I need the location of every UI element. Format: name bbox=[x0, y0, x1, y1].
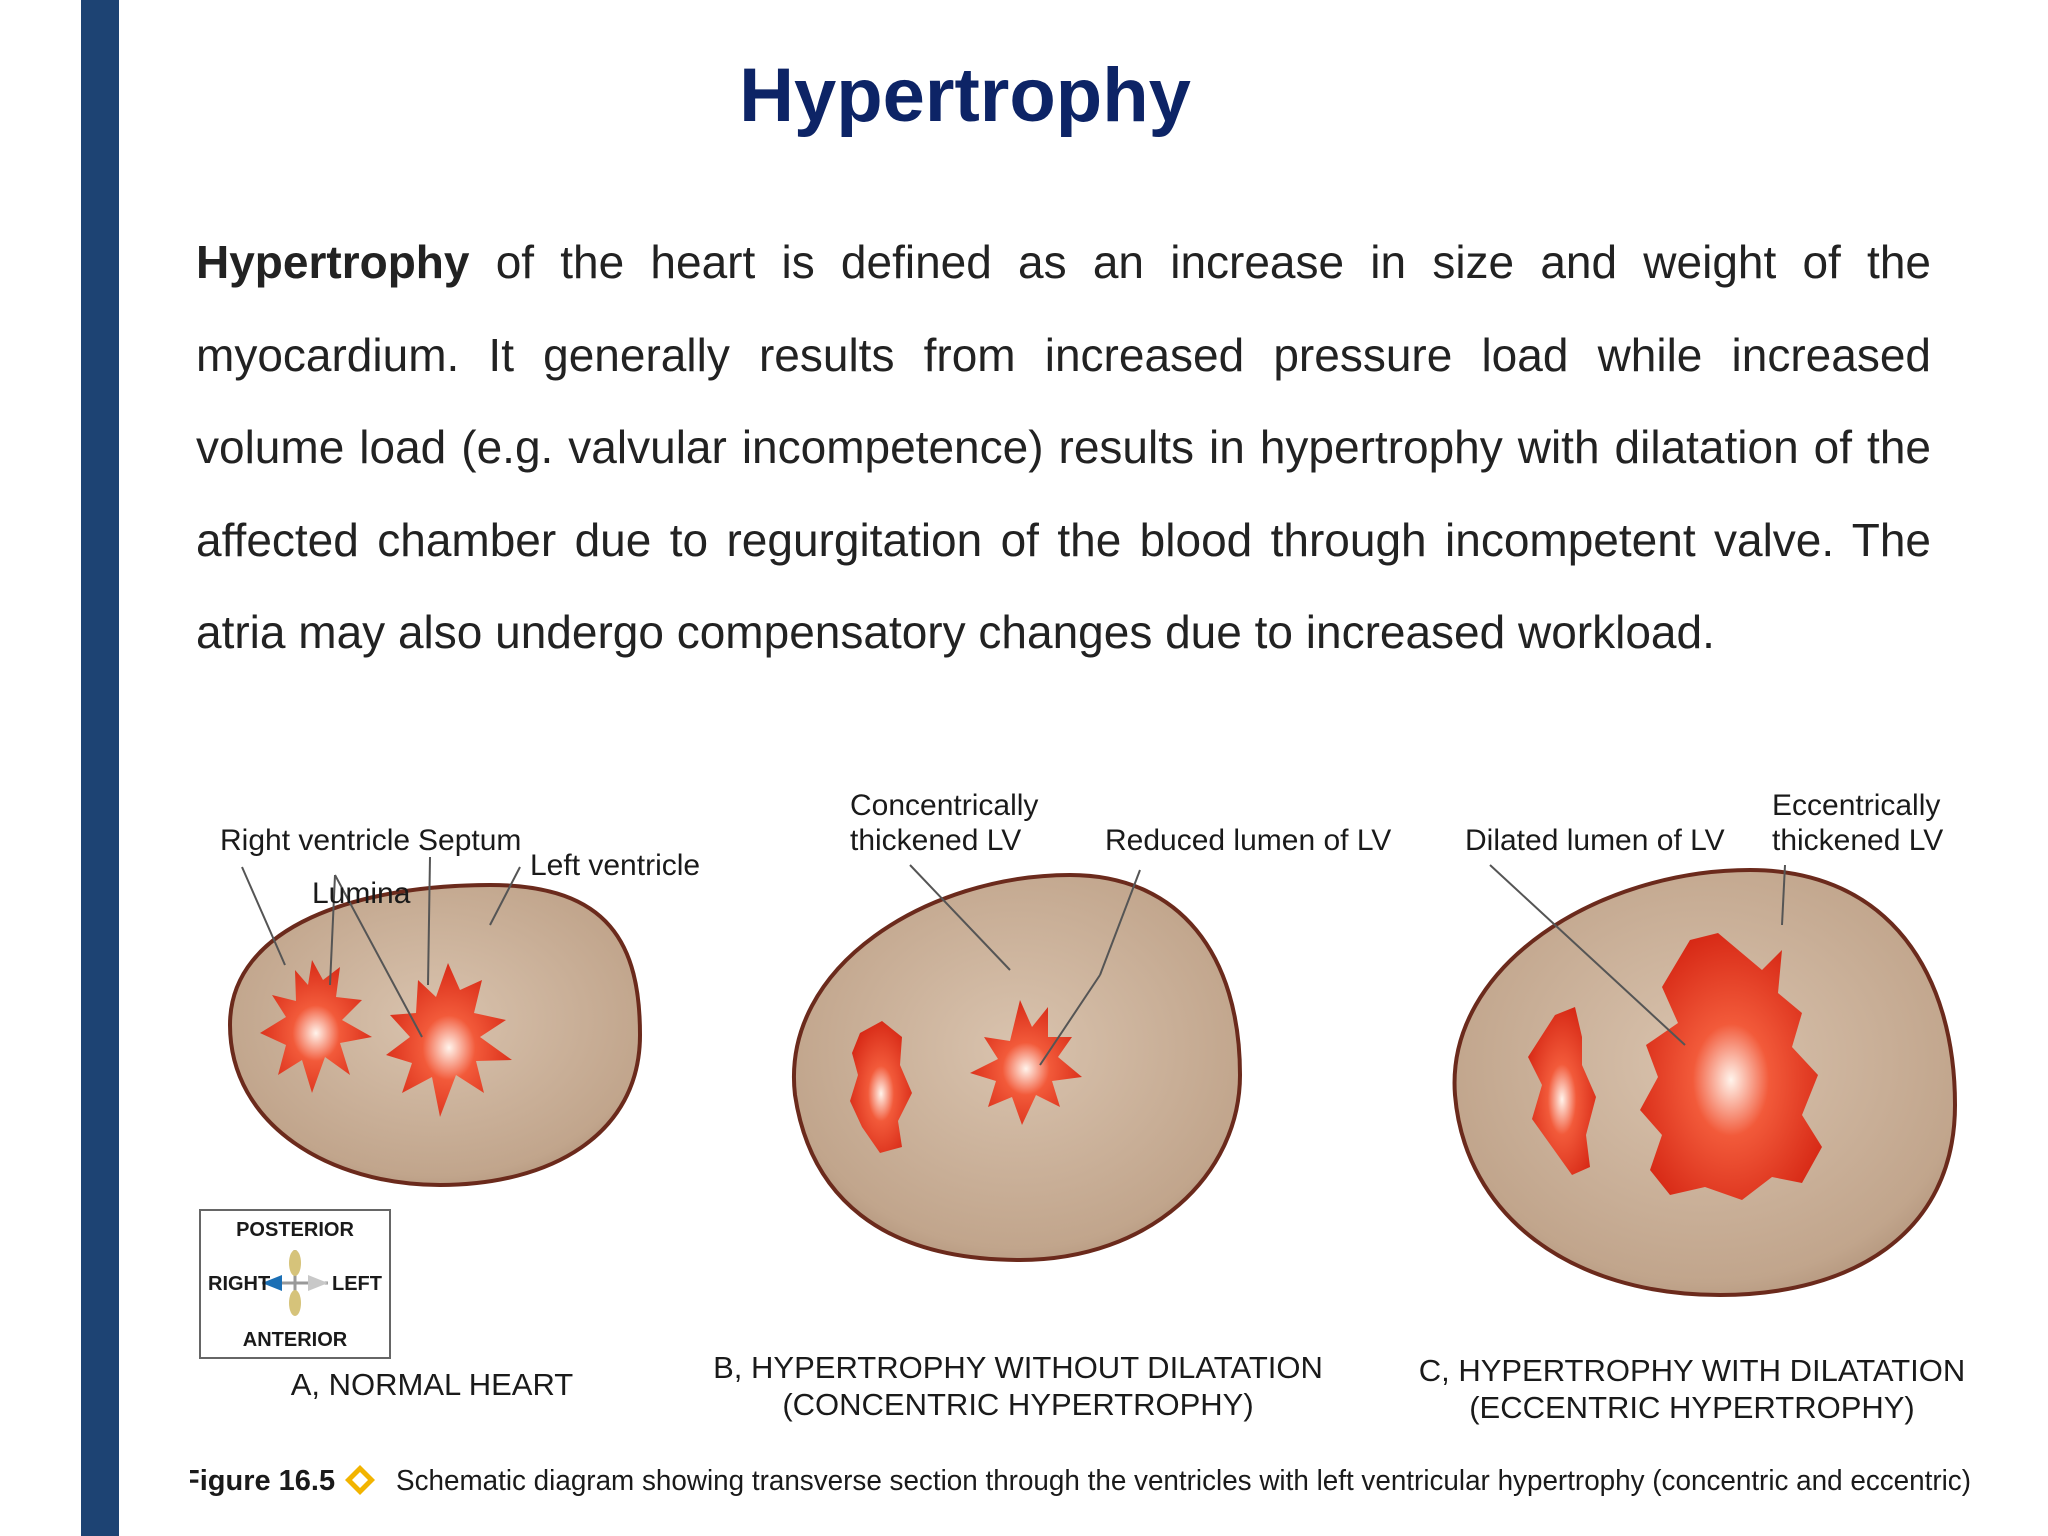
panel-concentric-hypertrophy bbox=[713, 789, 1391, 1422]
compass-posterior-petal bbox=[289, 1250, 301, 1276]
panel-eccentric-hypertrophy bbox=[1419, 789, 1966, 1425]
label-eccentric-1: Eccentrically bbox=[1772, 789, 1941, 822]
slide-title: Hypertrophy bbox=[739, 53, 1191, 138]
label-dilated-lumen: Dilated lumen of LV bbox=[1465, 824, 1725, 857]
panel-normal-heart bbox=[200, 824, 700, 1402]
body-paragraph bbox=[196, 216, 1931, 679]
caption-normal-heart: A, NORMAL HEART bbox=[290, 1367, 574, 1402]
figure-caption-line bbox=[190, 1465, 1970, 1497]
figure-number: Figure 16.5 bbox=[190, 1465, 336, 1497]
label-eccentric-2: thickened LV bbox=[1772, 824, 1944, 857]
label-right-ventricle: Right ventricle bbox=[220, 824, 411, 857]
label-lumina: Lumina bbox=[312, 877, 411, 910]
caption-concentric-1: B, HYPERTROPHY WITHOUT DILATATION bbox=[713, 1350, 1323, 1385]
compass-anterior-petal bbox=[289, 1290, 301, 1316]
caption-eccentric-1: C, HYPERTROPHY WITH DILATATION bbox=[1418, 1353, 1966, 1388]
compass-left: LEFT bbox=[332, 1273, 382, 1295]
hypertrophy-figure bbox=[190, 775, 1970, 1515]
left-accent-bar bbox=[81, 0, 119, 1536]
label-concentric-1: Concentrically bbox=[850, 789, 1039, 822]
label-reduced-lumen: Reduced lumen of LV bbox=[1105, 824, 1392, 857]
figure-caption: Schematic diagram showing transverse section through the ventricles with left ventricular hypertrophy (concentric and eccentric) bbox=[396, 1465, 1970, 1497]
label-septum: Septum bbox=[418, 824, 522, 857]
body-text: of the heart is defined as an increase in size and weight of the myocardium. It generally results from increased pressure load while increased volume load (e.g. valvular incompetence) results in hypertrophy with dilatation of the affected chamber due to regurgitation of the blood through incompetent valve. The atria may also undergo compensatory changes due to increased workload. bbox=[196, 236, 1931, 658]
figure-svg bbox=[190, 775, 1970, 1515]
caption-eccentric-2: (ECCENTRIC HYPERTROPHY) bbox=[1469, 1390, 1915, 1425]
caption-concentric-2: (CONCENTRIC HYPERTROPHY) bbox=[782, 1387, 1254, 1422]
compass-right: RIGHT bbox=[208, 1273, 271, 1295]
compass-anterior: ANTERIOR bbox=[242, 1329, 348, 1351]
label-left-ventricle: Left ventricle bbox=[530, 849, 701, 882]
compass-posterior: POSTERIOR bbox=[236, 1219, 354, 1241]
label-concentric-2: thickened LV bbox=[850, 824, 1022, 857]
orientation-compass bbox=[200, 1210, 390, 1358]
body-lead-term: Hypertrophy bbox=[196, 236, 470, 288]
